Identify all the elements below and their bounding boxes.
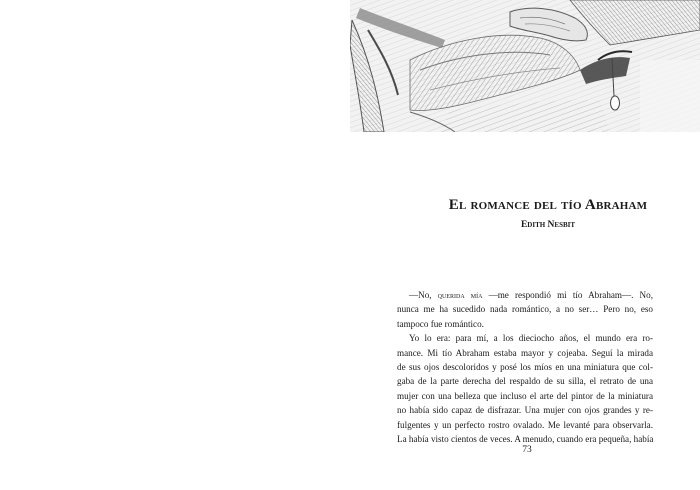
page-number: 73 bbox=[522, 445, 532, 455]
chapter-title: El romance del tío Abraham bbox=[448, 197, 648, 213]
text-line: La había visto cientos de veces. A menudo, cuando era pequeña, había bbox=[397, 434, 654, 445]
text-line: no había sido capaz de disfrazar. Una mujer con ojos grandes y re- bbox=[397, 405, 653, 416]
chapter-heading bbox=[350, 197, 700, 230]
text-line: mance. Mi tío Abraham estaba mayor y cojeaba. Seguí la mirada bbox=[397, 347, 653, 358]
sketch-illustration bbox=[350, 0, 700, 132]
text-line: Yo lo era: para mí, a los dieciocho años, el mundo era ro- bbox=[409, 333, 653, 344]
paragraph-2 bbox=[397, 331, 653, 446]
text-line: nunca me ha sucedido nada romántico, a no ser… Pero no, eso bbox=[397, 304, 653, 315]
body-text bbox=[397, 288, 653, 446]
right-page bbox=[350, 0, 700, 490]
text-line: tampoco fue romántico. bbox=[397, 318, 484, 329]
text-line: mujer con una belleza que incluso el arte del pintor de la miniatura bbox=[397, 390, 653, 401]
chapter-author: Edith Nesbit bbox=[520, 220, 576, 230]
text-line: gaba de la parte derecha del respaldo de su silla, el retrato de una bbox=[397, 376, 653, 387]
text-line: de sus ojos descoloridos y posé los míos en una miniatura que col- bbox=[397, 362, 653, 373]
sketch-illustration-icon bbox=[350, 0, 700, 132]
paragraph-1 bbox=[397, 288, 653, 331]
text-line: fulgentes y un perfecto rostro ovalado. Me levanté para observarla. bbox=[397, 419, 653, 430]
text-line: —No, querida mía —me respondió mi tío Abraham—. No, bbox=[409, 290, 653, 300]
